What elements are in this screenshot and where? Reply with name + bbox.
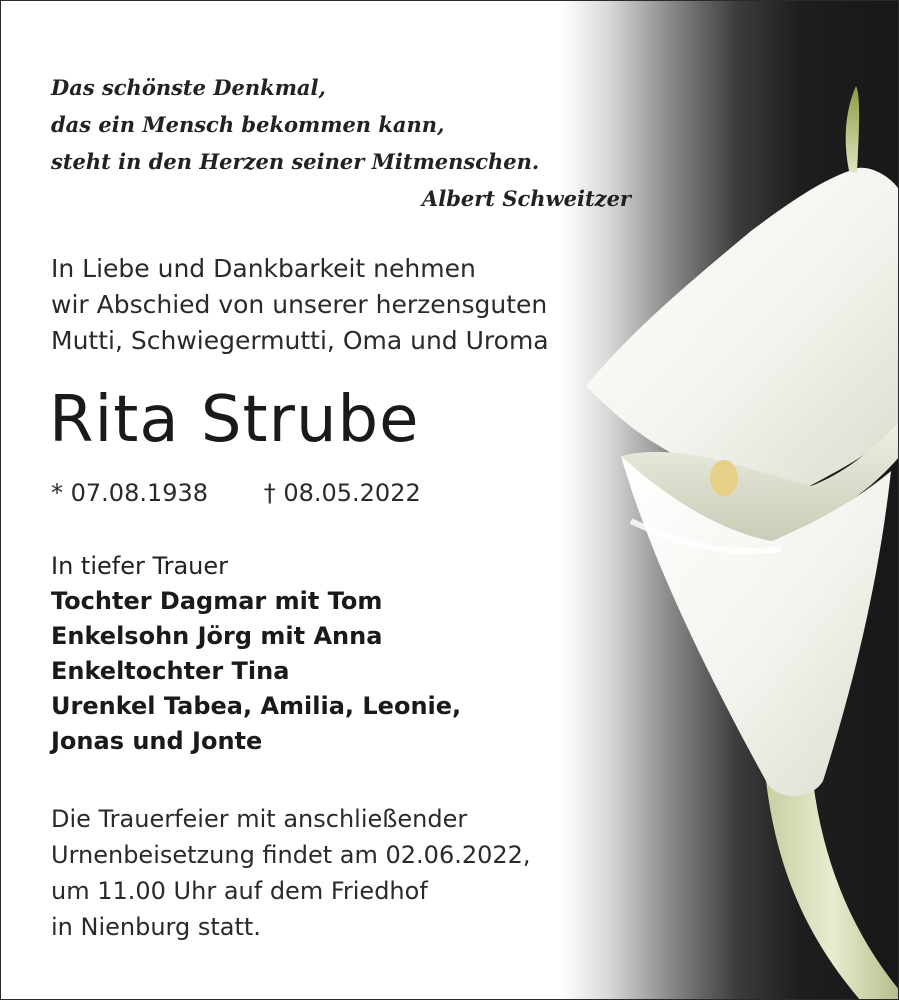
mourner-name: Jonas und Jonte: [51, 727, 263, 755]
motto-line: Das schönste Denkmal,: [51, 75, 326, 100]
ceremony-line: um 11.00 Uhr auf dem Friedhof: [51, 877, 428, 905]
ceremony-info: [51, 801, 531, 945]
mourners-block: [51, 549, 461, 759]
death-date: † 08.05.2022: [263, 479, 421, 507]
birth-date: * 07.08.1938: [51, 479, 209, 507]
intro-line: wir Abschied von unserer herzensguten: [51, 290, 548, 319]
mourners-heading: In tiefer Trauer: [51, 552, 229, 580]
deceased-name: Rita Strube: [49, 383, 420, 457]
mourner-name: Urenkel Tabea, Amilia, Leonie,: [51, 692, 462, 720]
motto-line: steht in den Herzen seiner Mitmenschen.: [51, 149, 540, 174]
motto-line: das ein Mensch bekommen kann,: [51, 112, 445, 137]
intro-line: In Liebe und Dankbarkeit nehmen: [51, 254, 476, 283]
motto-author: Albert Schweitzer: [421, 186, 631, 211]
motto-quote: [51, 69, 651, 217]
mourner-name: Enkeltochter Tina: [51, 657, 290, 685]
ceremony-line: Die Trauerfeier mit anschließender: [51, 805, 468, 833]
life-dates: [51, 479, 421, 507]
ceremony-line: Urnenbeisetzung findet am 02.06.2022,: [51, 841, 531, 869]
mourner-name: Tochter Dagmar mit Tom: [51, 587, 383, 615]
intro-text: [51, 251, 549, 359]
mourner-name: Enkelsohn Jörg mit Anna: [51, 622, 383, 650]
intro-line: Mutti, Schwiegermutti, Oma und Uroma: [51, 326, 549, 355]
ceremony-line: in Nienburg statt.: [51, 913, 261, 941]
